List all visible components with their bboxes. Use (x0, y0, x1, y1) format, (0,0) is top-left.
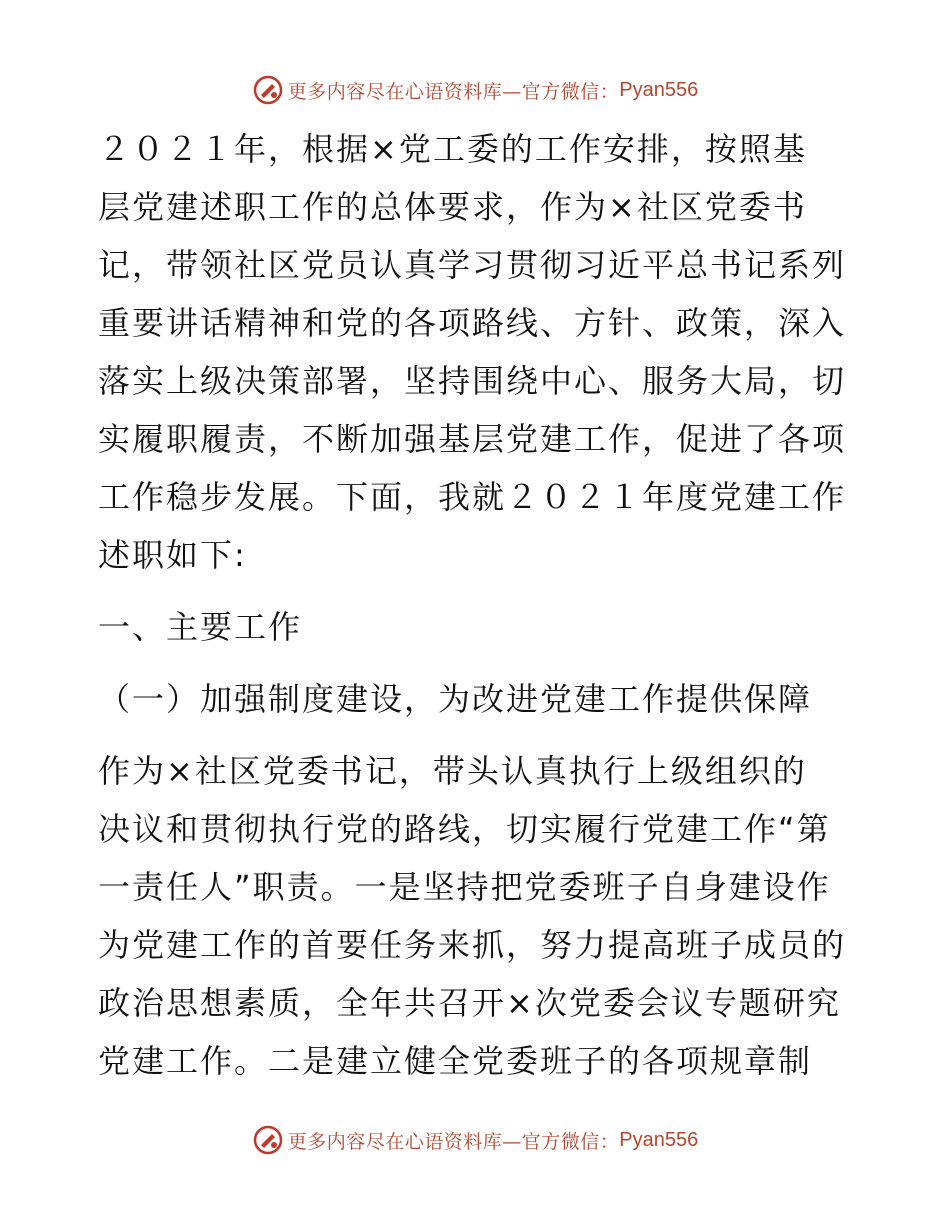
paragraph-line: 落实上级决策部署，坚持围绕中心、服务大局，切 (98, 362, 847, 400)
paragraph-line: 作为×社区党委书记，带头认真执行上级组织的 (98, 752, 807, 790)
paragraph-line: 工作稳步发展。下面，我就２０２１年度党建工作 (98, 478, 847, 516)
watermark-contact: Pyan556 (619, 1128, 699, 1151)
subsection-heading: （一）加强制度建设，为改进党建工作提供保障 (98, 680, 813, 718)
paragraph-line: 决议和贯彻执行党的路线，切实履行党建工作“第 (98, 810, 831, 848)
paragraph-line: 实履职履责，不断加强基层党建工作，促进了各项 (98, 420, 847, 458)
paragraph-line: 一责任人”职责。一是坚持把党委班子自身建设作 (98, 868, 831, 906)
header-watermark-banner (0, 70, 950, 110)
watermark-text: 更多内容尽在心语资料库—官方微信： (287, 80, 620, 103)
paragraph-line: 层党建述职工作的总体要求，作为×社区党委书 (98, 188, 807, 226)
watermark-text: 更多内容尽在心语资料库—官方微信： (287, 1130, 620, 1153)
footer-watermark-banner (0, 1120, 950, 1160)
paragraph-line: 党建工作。二是建立健全党委班子的各项规章制 (98, 1042, 813, 1080)
red-seal-icon (252, 1124, 284, 1156)
paragraph-line: 政治思想素质，全年共召开×次党委会议专题研究 (98, 984, 841, 1022)
paragraph-line: 记，带领社区党员认真学习贯彻习近平总书记系列 (98, 246, 847, 284)
watermark-contact: Pyan556 (619, 78, 699, 101)
paragraph-line: 重要讲话精神和党的各项路线、方针、政策，深入 (98, 304, 847, 342)
document-body (98, 120, 858, 1090)
red-seal-icon (252, 74, 284, 106)
paragraph-line: 为党建工作的首要任务来抓，努力提高班子成员的 (98, 926, 847, 964)
paragraph-line: ２０２１年，根据×党工委的工作安排，按照基 (98, 130, 807, 168)
section-heading: 一、主要工作 (98, 608, 303, 646)
paragraph-line: 述职如下: (98, 536, 247, 574)
